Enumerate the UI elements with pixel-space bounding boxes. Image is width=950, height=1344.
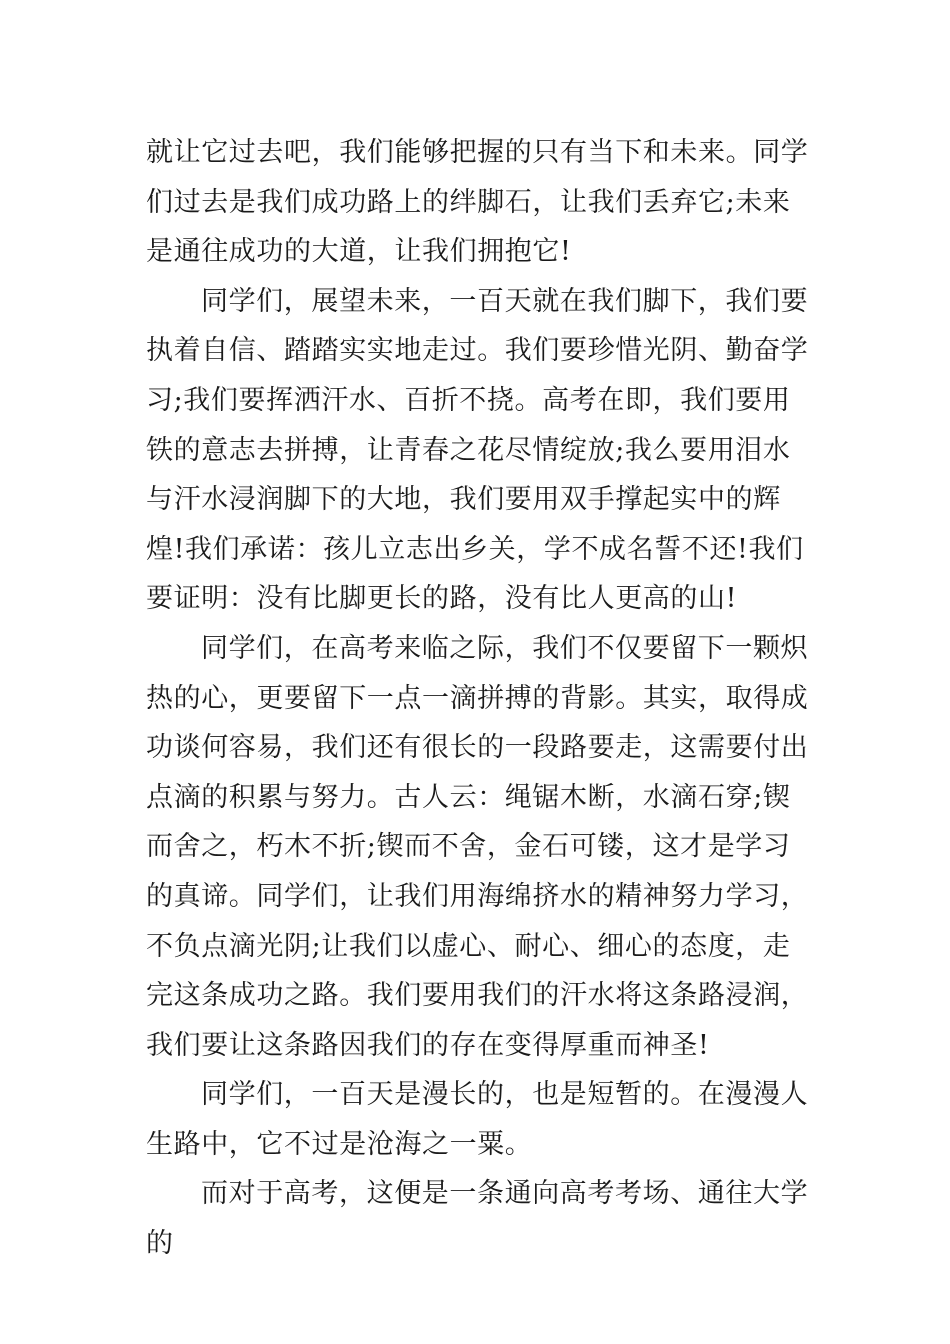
paragraph-2: 同学们，展望未来，一百天就在我们脚下，我们要执着自信、踏踏实实地走过。我们要珍惜光阴、勤奋学习;我们要挥洒汗水、百折不挠。高考在即，我们要用铁的意志去拼搏，让青春之花尽情绽放;我么要用泪水与汗水浸润脚下的大地，我们要用双手撑起实中的辉煌!我们承诺：孩儿立志出乡关，学不成名誓不还!我们要证明：没有比脚更长的路，没有比人更高的山!	[146, 285, 809, 615]
paragraph-1: 就让它过去吧，我们能够把握的只有当下和未来。同学们过去是我们成功路上的绊脚石，让我们丢弃它;未来是通往成功的大道，让我们拥抱它!	[146, 137, 809, 268]
body-text	[146, 128, 810, 1269]
paragraph-4: 同学们，一百天是漫长的，也是短暂的。在漫漫人生路中，它不过是沧海之一粟。	[146, 1079, 809, 1160]
paragraph-3: 同学们，在高考来临之际，我们不仅要留下一颗炽热的心，更要留下一点一滴拼搏的背影。其实，取得成功谈何容易，我们还有很长的一段路要走，这需要付出点滴的积累与努力。古人云：绳锯木断，水滴石穿;锲而舍之，朽木不折;锲而不舍，金石可镂，这才是学习的真谛。同学们，让我们用海绵挤水的精神努力学习，不负点滴光阴;让我们以虚心、耐心、细心的态度，走完这条成功之路。我们要用我们的汗水将这条路浸润，我们要让这条路因我们的存在变得厚重而神圣!	[146, 632, 809, 1061]
paragraph-5: 而对于高考，这便是一条通向高考考场、通往大学的	[146, 1178, 809, 1260]
